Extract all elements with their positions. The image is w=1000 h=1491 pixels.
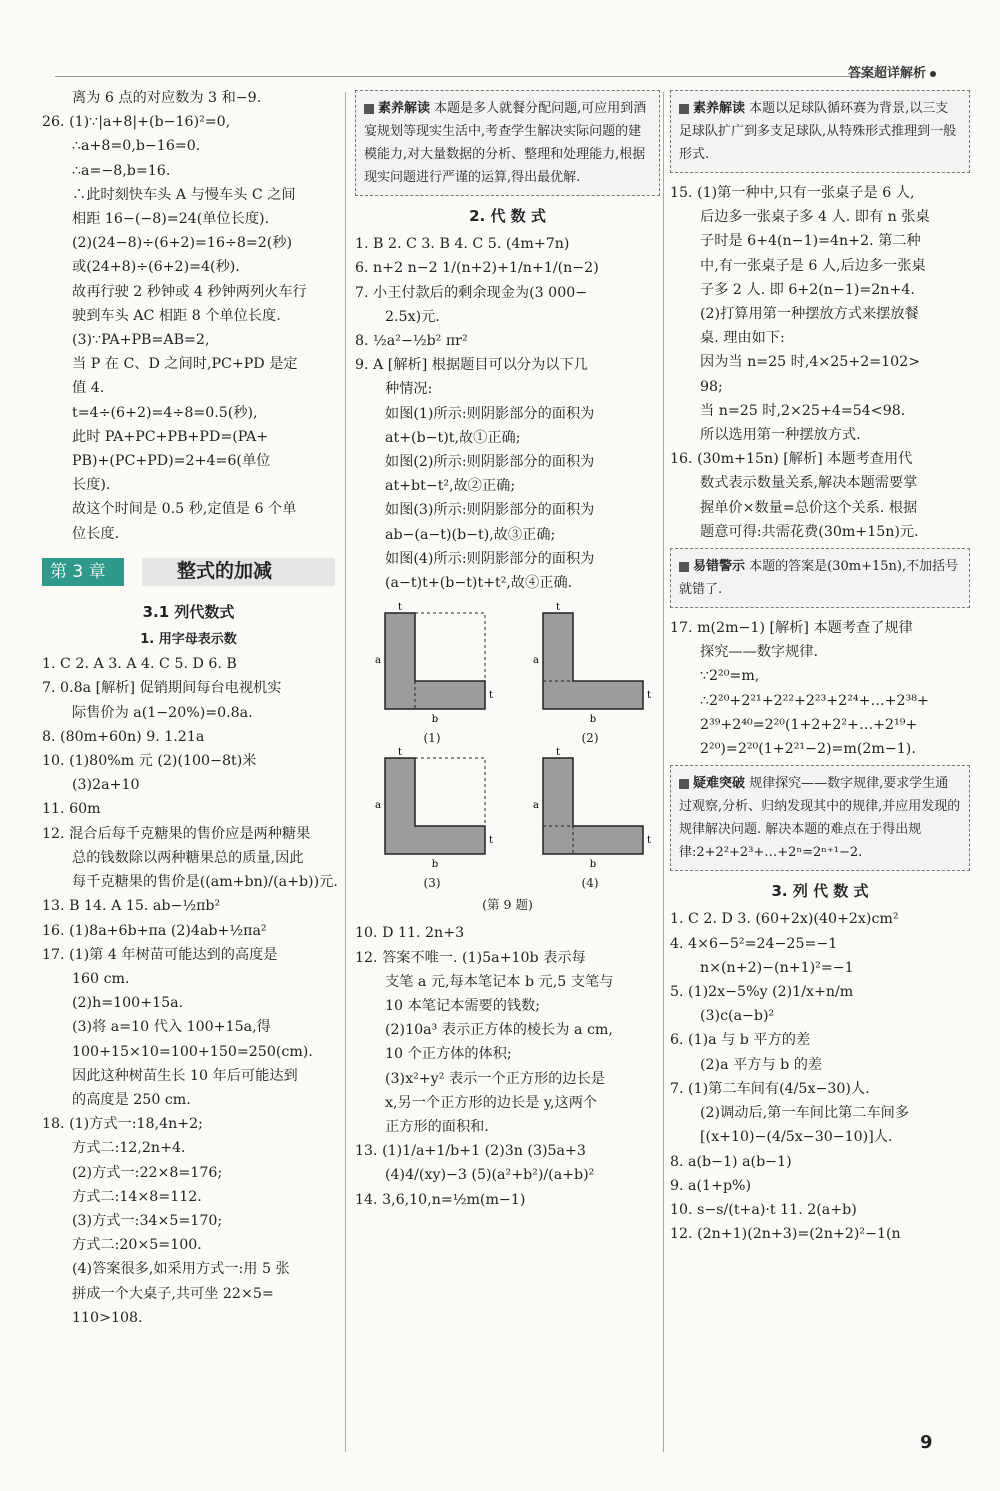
- answer-line: 6. n+2 n−2 1/(n+2)+1/n+1/(n−2): [355, 260, 599, 277]
- answer-line: (2)10a³ 表示正方体的棱长为 a cm,: [385, 1022, 613, 1039]
- answer-line: 2.5x)元.: [385, 308, 440, 325]
- answer-line: 驶到车头 AC 相距 8 个单位长度.: [72, 307, 281, 324]
- answer-line: 14. 3,6,10,n=½m(m−1): [355, 1191, 526, 1208]
- answer-line: (4)4/(xy)−3 (5)(a²+b²)/(a+b)²: [385, 1167, 595, 1184]
- answer-line: 2³⁹+2⁴⁰=2²⁰(1+2+2²+…+2¹⁹+: [700, 716, 918, 733]
- answer-line: 如图(3)所示:则阴影部分的面积为: [385, 502, 595, 519]
- answer-line: 13. (1)1/a+1/b+1 (2)3n (3)5a+3: [355, 1143, 586, 1160]
- answer-line: 因为当 n=25 时,4×25+2=102>: [700, 354, 921, 371]
- note-text: 本题的答案是(30m+15n),不加括号就错了.: [679, 559, 959, 598]
- figure-2-drawing: [525, 601, 655, 726]
- answer-line: 100+15×10=100+150=250(cm).: [72, 1043, 313, 1060]
- note-square-icon: [364, 104, 374, 114]
- answer-line: 如图(1)所示:则阴影部分的面积为: [385, 405, 595, 422]
- svg-text:a: a: [533, 655, 539, 667]
- answer-line: 5. (1)2x−5%y (2)1/x+n/m: [670, 984, 854, 1001]
- answer-line: 12. (2n+1)(2n+3)=(2n+2)²−1(n: [670, 1226, 901, 1243]
- col1-block-b: [42, 652, 338, 1330]
- answer-line: 9. a(1+p%): [670, 1177, 752, 1194]
- answer-line: 10 本笔记本需要的钱数;: [385, 998, 541, 1015]
- answer-line: 值 4.: [72, 380, 105, 397]
- header-title: 答案超详解析: [848, 62, 936, 81]
- column-1: [42, 86, 338, 1330]
- answer-line: 方式二:12,2n+4.: [72, 1140, 186, 1157]
- answer-line: 2²⁰)=2²⁰(1+2²¹−2)=m(2m−1).: [700, 741, 916, 758]
- figure-4: [515, 746, 665, 891]
- svg-text:b: b: [589, 714, 597, 726]
- svg-text:a: a: [375, 655, 381, 667]
- answer-line: 6. (1)a 与 b 平方的差: [670, 1032, 811, 1049]
- note-text: 本题以足球队循环赛为背景,以三支足球队扩广到多支足球队,从特殊形式推理到一般形式.: [679, 101, 957, 162]
- svg-text:t: t: [489, 690, 494, 702]
- answer-line: 17. (1)第 4 年树苗可能达到的高度是: [42, 946, 278, 963]
- page-number: 9: [920, 1432, 933, 1453]
- answer-line: (2)打算用第一种摆放方式来摆放餐: [700, 306, 919, 323]
- answer-line: 7. (1)第二车间有(4/5x−30)人.: [670, 1080, 870, 1097]
- note-square-icon: [679, 779, 689, 789]
- figure-2-label: (2): [581, 731, 599, 746]
- answer-line: 8. a(b−1) a(b−1): [670, 1153, 792, 1170]
- answer-line: 离为 6 点的对应数为 3 和−9.: [72, 90, 262, 106]
- answer-line: 9. A [解析] 根据题目可以分为以下几: [355, 357, 588, 374]
- figure-4-label: (4): [581, 876, 599, 891]
- answer-line: 题意可得:共需花费(30m+15n)元.: [700, 523, 919, 540]
- answer-line: 1. C 2. D 3. (60+2x)(40+2x)cm²: [670, 911, 899, 928]
- svg-text:t: t: [555, 747, 561, 759]
- answer-line: 1. B 2. C 3. B 4. C 5. (4m+7n): [355, 236, 570, 253]
- subsection-title-1: 1. 用字母表示数: [140, 632, 237, 648]
- answer-line: (2)h=100+15a.: [72, 995, 184, 1012]
- figure-3-label: (3): [423, 876, 441, 891]
- note-difficulty: [670, 765, 970, 871]
- section-title-2: 2. 代 数 式: [469, 207, 546, 225]
- column-divider-1: [345, 92, 346, 1452]
- answer-line: 10 个正方体的体积;: [385, 1046, 512, 1063]
- svg-text:t: t: [647, 690, 652, 702]
- figure-3-drawing: [367, 746, 497, 871]
- svg-text:a: a: [375, 800, 381, 812]
- answer-line: 15. (1)第一种中,只有一张桌子是 6 人,: [670, 185, 915, 201]
- note-text: 本题是多人就餐分配问题,可应用到酒宴规划等现实生活中,考查学生解决实际问题的建模能力,对大量数据的分析、整理和处理能力,根据现实问题进行严谨的运算,得出最优解.: [364, 101, 647, 185]
- answer-line: (3)将 a=10 代入 100+15a,得: [72, 1019, 271, 1036]
- svg-text:t: t: [647, 835, 652, 847]
- svg-text:t: t: [489, 835, 494, 847]
- answer-line: (2)方式一:22×8=176;: [72, 1164, 223, 1181]
- answer-line: ∴a=−8,b=16.: [72, 162, 171, 179]
- col3-block-a: [670, 181, 970, 544]
- answer-line: 故再行驶 2 秒钟或 4 秒钟两列火车行: [72, 283, 307, 300]
- answer-line: (a−t)t+(b−t)t+t²,故④正确.: [385, 575, 573, 592]
- figure-3: [357, 746, 507, 891]
- answer-line: 16. (1)8a+6b+πa (2)4ab+½πa²: [42, 922, 267, 939]
- answer-line: 11. 60m: [42, 801, 101, 818]
- answer-line: (3)方式一:34×5=170;: [72, 1212, 223, 1229]
- svg-text:b: b: [589, 859, 597, 871]
- answer-line: ab−(a−t)(b−t),故③正确;: [385, 526, 556, 543]
- chapter-banner: [42, 556, 335, 590]
- answer-line: 12. 混合后每千克糖果的售价应是两种糖果: [42, 825, 311, 842]
- col1-block-a: [42, 86, 335, 546]
- header-dot-icon: [930, 71, 936, 77]
- answer-line: 相距 16−(−8)=24(单位长度).: [72, 211, 270, 228]
- answer-line: 12. 答案不唯一. (1)5a+10b 表示每: [355, 949, 586, 966]
- answer-line: ∴a+8=0,b−16=0.: [72, 138, 201, 155]
- answer-line: 10. (1)80%m 元 (2)(100−8t)米: [42, 753, 257, 770]
- answer-line: (2)调动后,第一车间比第二车间多: [700, 1105, 910, 1122]
- answer-line: 故这个时间是 0.5 秒,定值是 6 个单: [72, 501, 297, 518]
- answer-line: 16. (30m+15n) [解析] 本题考查用代: [670, 451, 913, 468]
- answer-line: t=4÷(6+2)=4÷8=0.5(秒),: [72, 404, 258, 421]
- answer-line: 98;: [700, 378, 723, 395]
- answer-line: x,另一个正方形的边长是 y,这两个: [385, 1094, 598, 1111]
- answer-line: ∵2²⁰=m,: [700, 668, 760, 685]
- answer-line: ∴此时刻快车头 A 与慢车头 C 之间: [72, 186, 296, 203]
- figure-1-drawing: [367, 601, 497, 726]
- col3-block-c: [670, 907, 970, 1246]
- svg-text:t: t: [397, 602, 403, 614]
- answer-line: at+(b−t)t,故①正确;: [385, 429, 521, 446]
- answer-line: 当 n=25 时,2×25+4=54<98.: [700, 402, 906, 419]
- answer-line: PB)+(PC+PD)=2+4=6(单位: [72, 453, 271, 470]
- figure-2: [515, 601, 665, 746]
- note-label: 素养解读: [693, 101, 746, 116]
- answer-line: 此时 PA+PC+PB+PD=(PA+: [72, 428, 269, 445]
- note-label: 疑难突破: [693, 776, 746, 792]
- column-3: [670, 86, 970, 1246]
- svg-text:t: t: [555, 602, 561, 614]
- answer-line: 10. D 11. 2n+3: [355, 925, 465, 942]
- answer-line: 后边多一张桌子多 4 人. 即有 n 张桌: [700, 209, 930, 226]
- answer-line: 方式二:20×5=100.: [72, 1237, 202, 1254]
- figure-1-label: (1): [423, 731, 441, 746]
- answer-line: (2)a 平方与 b 的差: [700, 1056, 823, 1073]
- svg-text:b: b: [431, 859, 439, 871]
- col2-block-a: [355, 232, 660, 595]
- note-label: 素养解读: [378, 101, 431, 116]
- note-square-icon: [679, 104, 689, 114]
- note-literacy-1: [355, 90, 660, 196]
- answer-line: 支笔 a 元,每本笔记本 b 元,5 支笔与: [385, 973, 614, 990]
- note-square-icon: [679, 562, 689, 572]
- answer-line: at+bt−t²,故②正确;: [385, 478, 516, 495]
- answer-line: (3)x²+y² 表示一个正方形的边长是: [385, 1070, 605, 1087]
- answer-line: (4)答案很多,如采用方式一:用 5 张: [72, 1261, 290, 1278]
- note-error-warning: [670, 548, 970, 608]
- chapter-tag: 第 3 章: [42, 558, 124, 586]
- answer-line: 总的钱数除以两种糖果总的质量,因此: [72, 849, 304, 866]
- answer-line: 13. B 14. A 15. ab−½πb²: [42, 898, 221, 915]
- note-text: 规律探究——数字规律,要求学生通过观察,分析、归纳发现其中的规律,并应用发现的规律解决问题. 解决本题的难点在于得出规律:2+2²+2³+…+2ⁿ=2ⁿ⁺¹−2.: [679, 776, 961, 861]
- svg-text:a: a: [533, 800, 539, 812]
- note-label: 易错警示: [693, 559, 746, 575]
- answer-line: 17. m(2m−1) [解析] 本题考查了规律: [670, 620, 913, 637]
- header-rule: [55, 76, 865, 77]
- answer-line: 方式二:14×8=112.: [72, 1188, 202, 1205]
- answer-line: 7. 小王付款后的剩余现金为(3 000−: [355, 284, 588, 301]
- svg-text:t: t: [397, 747, 403, 759]
- answer-line: 位长度.: [72, 525, 120, 542]
- svg-text:b: b: [431, 714, 439, 726]
- answer-line: 每千克糖果的售价是((am+bn)/(a+b))元.: [72, 874, 338, 891]
- figure-4-drawing: [525, 746, 655, 871]
- chapter-name: 整式的加减: [177, 559, 273, 582]
- answer-line: [(x+10)−(4/5x−30−10)]人.: [700, 1129, 893, 1146]
- answer-line: 的高度是 250 cm.: [72, 1091, 191, 1108]
- answer-line: n×(n+2)−(n+1)²=−1: [700, 959, 854, 976]
- answer-line: 当 P 在 C、D 之间时,PC+PD 是定: [72, 356, 298, 373]
- answer-line: 子多 2 人. 即 6+2(n−1)=2n+4.: [700, 281, 915, 298]
- col2-block-b: [355, 921, 660, 1211]
- answer-line: (3)c(a−b)²: [700, 1008, 775, 1025]
- answer-line: 如图(2)所示:则阴影部分的面积为: [385, 454, 595, 471]
- column-2: [355, 86, 660, 1212]
- answer-line: 4. 4×6−5²=24−25=−1: [670, 935, 838, 952]
- answer-line: (3)∵PA+PB=AB=2,: [72, 332, 210, 349]
- answer-line: 长度).: [72, 477, 111, 494]
- answer-line: (2)(24−8)÷(6+2)=16÷8=2(秒): [72, 235, 293, 252]
- answer-line: 或(24+8)÷(6+2)=4(秒).: [72, 259, 240, 276]
- answer-line: 160 cm.: [72, 970, 130, 987]
- answer-line: 7. 0.8a [解析] 促销期间每台电视机实: [42, 680, 282, 697]
- section-title-3-1: 3.1 列代数式: [142, 602, 235, 621]
- answer-line: 10. s−s/(t+a)·t 11. 2(a+b): [670, 1201, 857, 1218]
- answer-line: 8. (80m+60n) 9. 1.21a: [42, 728, 205, 745]
- answer-line: 探究——数字规律.: [700, 644, 819, 661]
- answer-line: 数式表示数量关系,解决本题需要掌: [700, 475, 918, 492]
- answer-line: 110>108.: [72, 1309, 143, 1326]
- answer-line: 1. C 2. A 3. A 4. C 5. D 6. B: [42, 656, 237, 673]
- figure-grid: [357, 601, 660, 891]
- answer-line: 拼成一个大桌子,共可坐 22×5=: [72, 1285, 274, 1302]
- answer-line: 因此这种树苗生长 10 年后可能达到: [72, 1067, 298, 1084]
- answer-line: 如图(4)所示:则阴影部分的面积为: [385, 550, 595, 567]
- answer-line: 桌. 理由如下:: [700, 330, 785, 347]
- answer-line: 所以选用第一种摆放方式.: [700, 427, 861, 444]
- answer-line: 26. (1)∵|a+8|+(b−16)²=0,: [42, 114, 231, 131]
- answer-line: 握单价×数量=总价这个关系. 根据: [700, 499, 918, 516]
- answer-line: 8. ½a²−½b² πr²: [355, 333, 468, 350]
- answer-line: 种情况:: [385, 381, 433, 398]
- answer-line: 子时是 6+4(n−1)=4n+2. 第二种: [700, 233, 921, 250]
- answer-line: ∴2²⁰+2²¹+2²²+2²³+2²⁴+…+2³⁸+: [700, 692, 929, 709]
- answer-line: 际售价为 a(1−20%)=0.8a.: [72, 704, 253, 721]
- answer-line: 中,有一张桌子是 6 人,后边多一张桌: [700, 257, 926, 274]
- note-literacy-2: [670, 90, 970, 173]
- figure-caption: (第 9 题): [482, 897, 533, 913]
- answer-line: (3)2a+10: [72, 777, 140, 794]
- col3-block-b: [670, 616, 970, 761]
- answer-line: 正方形的面积和.: [385, 1119, 489, 1136]
- figure-1: [357, 601, 507, 746]
- answer-line: 18. (1)方式一:18,4n+2;: [42, 1116, 203, 1133]
- section-title-3: 3. 列 代 数 式: [771, 882, 869, 901]
